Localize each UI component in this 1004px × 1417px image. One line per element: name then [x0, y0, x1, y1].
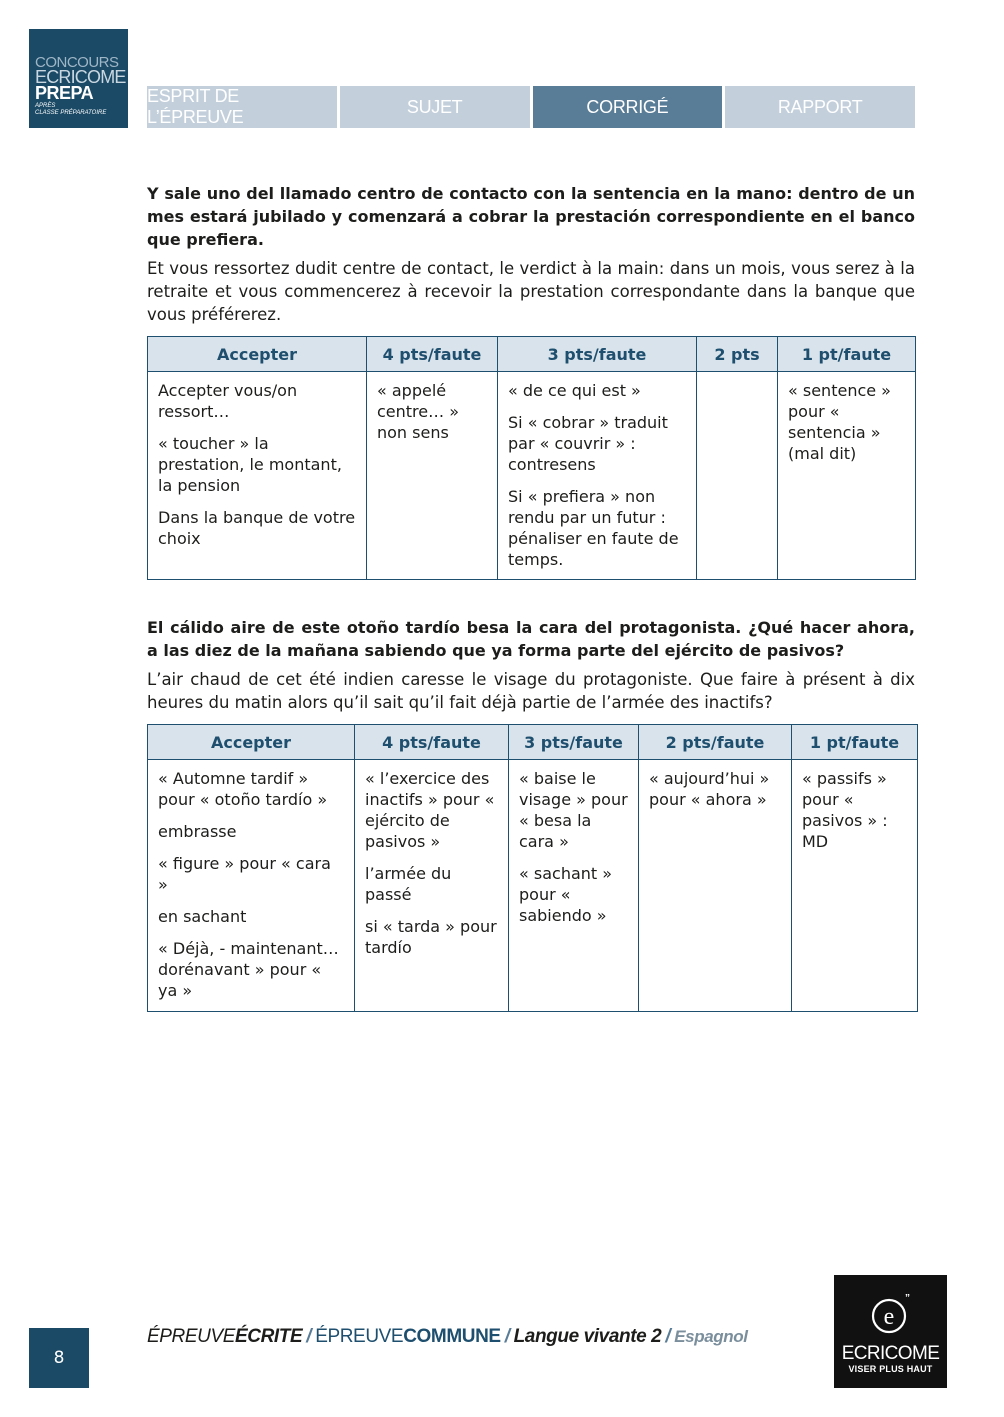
cell-entry: « toucher » la prestation, le montant, la pension [158, 434, 342, 495]
cell-4pts [367, 372, 498, 580]
cell-entry: Si « cobrar » traduit par « couvrir » : contresens [508, 413, 668, 474]
cell-3pts [509, 760, 639, 1012]
cell-1pt [778, 372, 916, 580]
ecricome-brand-logo [834, 1275, 947, 1388]
cell-entry: « de ce qui est » [508, 381, 641, 400]
cell-2pts [639, 760, 792, 1012]
cell-accepter [148, 760, 355, 1012]
brand-tagline: VISER PLUS HAUT [848, 1364, 933, 1374]
cell-entry: en sachant [158, 907, 247, 926]
cell-entry: « passifs » pour « pasivos » : MD [802, 769, 888, 851]
cell-accepter [148, 372, 367, 580]
section-1 [147, 182, 915, 580]
tab-rapport[interactable]: RAPPORT [725, 86, 915, 128]
table-header-row [148, 337, 916, 372]
cell-entry: « sachant » pour « sabiendo » [519, 864, 613, 925]
svg-text:”: ” [905, 1293, 910, 1304]
cell-3pts [498, 372, 697, 580]
section-tabs [147, 86, 915, 128]
footer-separator: / [306, 1326, 312, 1347]
section-2 [147, 616, 915, 1012]
spanish-sentence-1: Y sale uno del llamado centro de contacto con la sentencia en la mano: dentro de un mes estará jubilado y comenzará a cobrar la prestación correspondiente en el banco que prefiera. [147, 184, 915, 249]
cell-entry: embrasse [158, 822, 237, 841]
header-4pts: 4 pts/faute [367, 337, 498, 372]
header-2pts: 2 pts [697, 337, 778, 372]
cell-entry: « baise le visage » pour « besa la cara » [519, 769, 628, 851]
footer-espagnol: Espagnol [674, 1327, 748, 1346]
concours-logo [29, 29, 128, 128]
footer-separator: / [504, 1326, 510, 1347]
table-header-row [148, 725, 918, 760]
header-accepter: Accepter [148, 725, 355, 760]
cell-2pts [697, 372, 778, 580]
footer-epreuve: ÉPREUVE [147, 1326, 236, 1347]
logo-line-apres: APRÈS [35, 103, 56, 109]
logo-line-ecricome: ECRICOME [35, 67, 126, 87]
tab-esprit[interactable]: ESPRIT DE L’ÉPREUVE [147, 86, 337, 128]
brand-name: ECRICOME [841, 1343, 940, 1364]
footer-separator: / [665, 1326, 671, 1347]
cell-entry: « l’exercice des inactifs » pour « ejército de pasivos » [365, 769, 495, 851]
svg-text:e: e [883, 1304, 895, 1330]
logo-line-prepa: PREPA [35, 83, 94, 103]
header-2pts: 2 pts/faute [639, 725, 792, 760]
grading-table-1 [147, 336, 916, 580]
cell-entry: « Déjà, - maintenant… dorénavant » pour « ya » [158, 939, 339, 1000]
cell-4pts [355, 760, 509, 1012]
cell-1pt [792, 760, 918, 1012]
header-accepter: Accepter [148, 337, 367, 372]
ecricome-e-icon [870, 1289, 912, 1339]
spanish-sentence-2: El cálido aire de este otoño tardío besa la cara del protagonista. ¿Qué hacer ahora, a las diez de la mañana sabiendo que ya forma parte del ejército de pasivos? [147, 618, 915, 660]
tab-sujet[interactable]: SUJET [340, 86, 530, 128]
footer-commune: COMMUNE [403, 1326, 501, 1347]
grading-table-2 [147, 724, 918, 1012]
cell-entry: « figure » pour « cara » [158, 854, 331, 894]
header-1pt: 1 pt/faute [792, 725, 918, 760]
page-number: 8 [29, 1328, 89, 1388]
logo-line-concours: CONCOURS [35, 54, 119, 71]
footer-epreuve-2: ÉPREUVE [315, 1326, 404, 1347]
tab-corrige[interactable]: CORRIGÉ [533, 86, 723, 128]
french-translation-2: L’air chaud de cet été indien caresse le visage du protagoniste. Que faire à présent à dix heures du matin alors qu’il sait qu’il fait déjà partie de l’armée des inactifs? [147, 670, 915, 712]
cell-entry: Accepter vous/on ressort… [158, 381, 298, 421]
header-1pt: 1 pt/faute [778, 337, 916, 372]
header-3pts: 3 pts/faute [498, 337, 697, 372]
footer-ecrite: ÉCRITE [235, 1326, 303, 1347]
cell-entry: Si « prefiera » non rendu par un futur : pénaliser en faute de temps. [508, 487, 679, 569]
cell-entry: Dans la banque de votre choix [158, 508, 356, 548]
footer-title [147, 1326, 748, 1348]
cell-entry: si « tarda » pour tardío [365, 917, 497, 957]
header-3pts: 3 pts/faute [509, 725, 639, 760]
cell-entry: « appelé centre… » non sens [377, 381, 459, 442]
logo-line-classe: CLASSE PRÉPARATOIRE [35, 110, 107, 116]
cell-entry: « Automne tardif » pour « otoño tardío » [158, 769, 328, 809]
cell-entry: « sentence » pour « sentencia » (mal dit) [788, 381, 891, 463]
header-4pts: 4 pts/faute [355, 725, 509, 760]
table-row [148, 372, 916, 580]
cell-entry: « aujourd’hui » pour « ahora » [649, 769, 770, 809]
french-translation-1: Et vous ressortez dudit centre de contact, le verdict à la main: dans un mois, vous serez à la retraite et vous commencerez à recevoir la prestation correspondante dans la banque que vous préférerez. [147, 259, 915, 324]
footer-langue: Langue vivante 2 [513, 1326, 662, 1347]
table-row [148, 760, 918, 1012]
cell-entry: l’armée du passé [365, 864, 452, 904]
